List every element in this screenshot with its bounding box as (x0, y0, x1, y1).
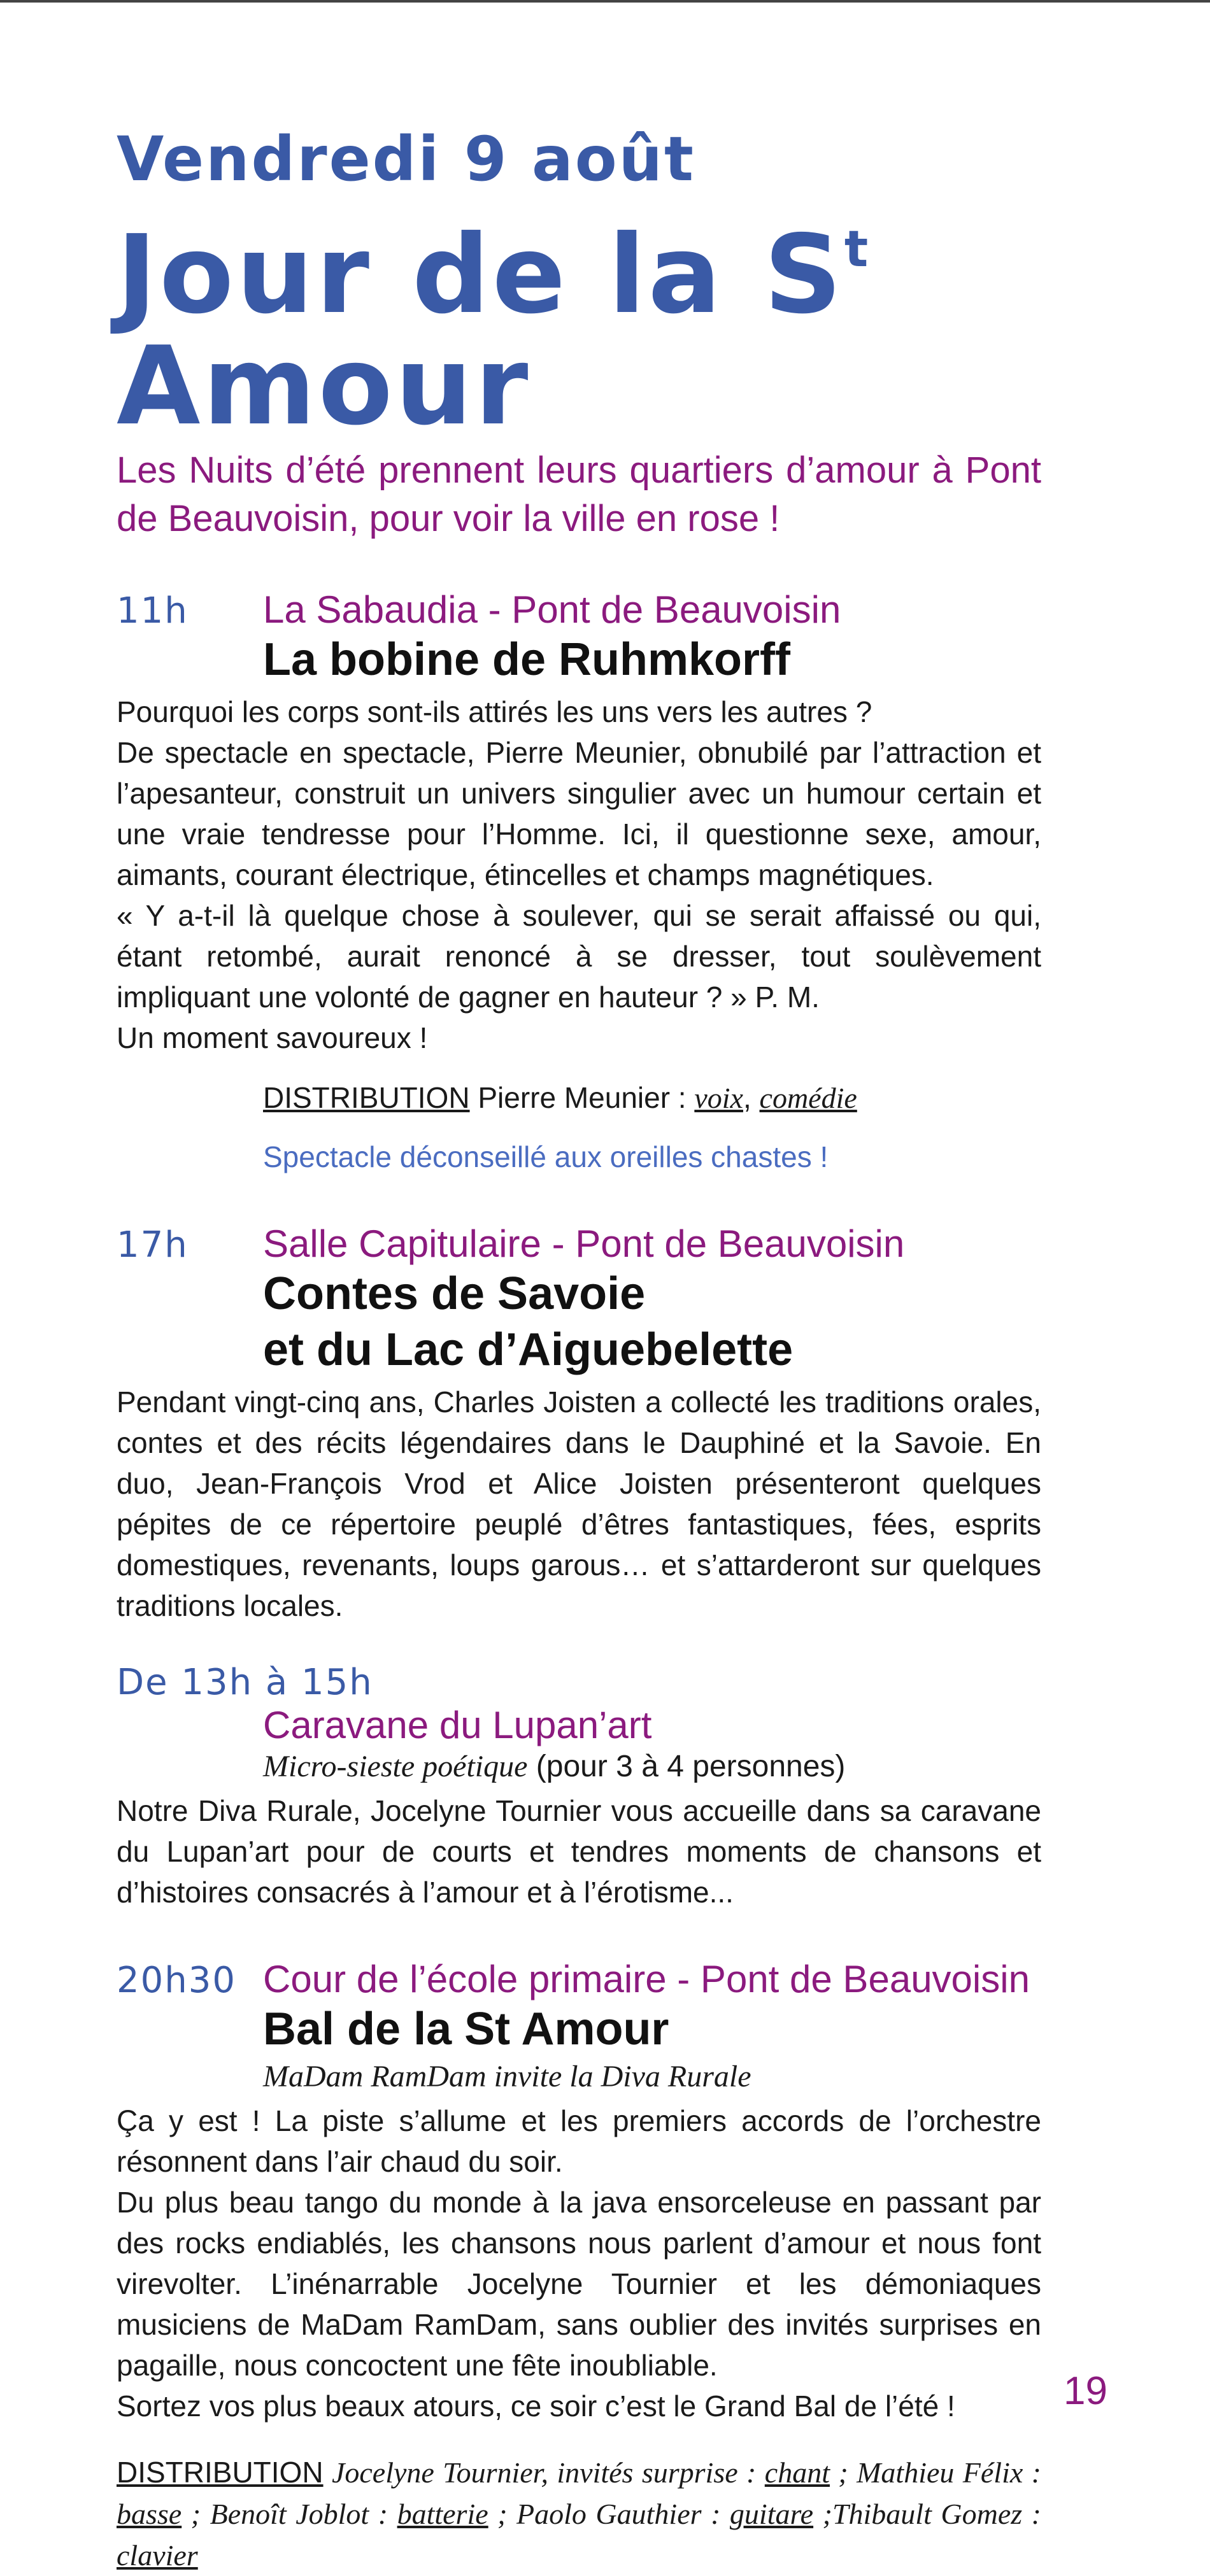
paragraph: « Y a-t-il là quelque chose à soulever, qui se serait affaissé ou qui, étant retombé, aurait renoncé à se dresser, tout soulèvement impliquant une volonté de gagner en hauteur ? » P. M. (117, 899, 1041, 1014)
event-header (117, 588, 1041, 632)
role: comédie (759, 1082, 857, 1114)
role: batterie (397, 2498, 488, 2530)
paragraph: Du plus beau tango du monde à la java ensorceleuse en passant par des rocks endiablés, les chansons nous parlent d’amour et nous font virevolter. L’inénarrable Jocelyne Tournier et les démoniaques musiciens de MaDam RamDam, sans oublier des invités surprises en pagaille, nous concoctent une fête inoubliable. (117, 2186, 1041, 2382)
role: clavier (117, 2539, 198, 2572)
page-number: 19 (1064, 2369, 1107, 2413)
credit: ; Benoît Joblot : (182, 2498, 397, 2530)
event-bal (117, 1957, 1041, 2576)
role: voix (694, 1082, 743, 1114)
distribution (117, 2452, 1041, 2576)
show-title: Bal de la St Amour (263, 2004, 669, 2055)
role: basse (117, 2498, 182, 2530)
event-description (117, 2100, 1041, 2426)
event-subtitle (117, 1747, 1041, 1787)
distribution-label: DISTRIBUTION (263, 1081, 470, 1114)
event-time: 20h30 (117, 1960, 237, 2001)
page-title (117, 194, 1041, 449)
paragraph: Notre Diva Rurale, Jocelyne Tournier vous accueille dans sa caravane du Lupan’art pour de courts et tendres moments de chansons et d’histoires consacrés à l’amour et à l’érotisme... (117, 1794, 1041, 1909)
title-sup: t (844, 221, 871, 278)
event-contes (117, 1222, 1041, 1626)
event-description (117, 691, 1041, 1058)
event-venue: Caravane du Lupan’art (263, 1704, 652, 1746)
credit: ; Mathieu Félix : (829, 2456, 1041, 2489)
subtitle-rest: (pour 3 à 4 personnes) (527, 1750, 846, 1783)
event-time: 17h (117, 1224, 189, 1266)
title-end: Amour (117, 323, 531, 449)
event-header (117, 1222, 1041, 1266)
distribution-name: Pierre Meunier : (478, 1081, 695, 1114)
role: guitare (729, 2498, 814, 2530)
event-subtitle: MaDam RamDam invite la Diva Rurale (263, 2060, 751, 2093)
event-caravane (117, 1662, 1041, 1913)
role: chant (764, 2456, 830, 2489)
event-date: Vendredi 9 août (117, 124, 695, 195)
event-description (117, 1790, 1041, 1913)
program-page (117, 124, 1041, 2576)
distribution-label: DISTRIBUTION (117, 2456, 324, 2489)
paragraph: Un moment savoureux ! (117, 1021, 428, 1054)
show-title-line1: Contes de Savoie (263, 1268, 646, 1319)
distribution (117, 1077, 1041, 1119)
credit: ; Paolo Gauthier : (488, 2498, 730, 2530)
event-venue: Salle Capitulaire - Pont de Beauvoisin (263, 1222, 905, 1265)
paragraph: Sortez vos plus beaux atours, ce soir c’est le Grand Bal de l’été ! (117, 2389, 955, 2423)
top-border (0, 0, 1210, 3)
credit: Jocelyne Tournier, invités surprise : (323, 2456, 765, 2489)
event-time: 11h (117, 590, 189, 632)
intro-text: Les Nuits d’été prennent leurs quartiers d’amour à Pont de Beauvoisin, pour voir la ville en rose ! (117, 449, 1041, 539)
separator: , (743, 1081, 760, 1114)
event-venue: Cour de l’école primaire - Pont de Beauvoisin (263, 1958, 1030, 2000)
credit: ;Thibault Gomez : (813, 2498, 1041, 2530)
show-title-line2: et du Lac d’Aiguebelette (263, 1324, 794, 1375)
paragraph: Pendant vingt-cinq ans, Charles Joisten a collecté les traditions orales, contes et des récits légendaires dans le Dauphiné et la Savoie. En duo, Jean-François Vrod et Alice Joisten présenteront quelques pépites de ce répertoire peuplé d’êtres fantastiques, fées, esprits domestiques, revenants, loups garous… et s’attarderont sur quelques traditions locales. (117, 1385, 1041, 1622)
event-time: De 13h à 15h (117, 1662, 373, 1703)
paragraph: Ça y est ! La piste s’allume et les premiers accords de l’orchestre résonnent dans l’air chaud du soir. (117, 2104, 1041, 2178)
event-description (117, 1382, 1041, 1626)
event-venue: La Sabaudia - Pont de Beauvoisin (263, 588, 841, 631)
title-main: Jour de la S (117, 212, 844, 338)
event-header (117, 1957, 1041, 2001)
paragraph: Pourquoi les corps sont-ils attirés les uns vers les autres ? (117, 695, 872, 728)
audience-warning: Spectacle déconseillé aux oreilles chastes ! (263, 1140, 829, 1173)
subtitle-italic: Micro-sieste poétique (263, 1750, 528, 1783)
show-title: La bobine de Ruhmkorff (263, 634, 790, 685)
event-ruhmkorff (117, 588, 1041, 1177)
paragraph: De spectacle en spectacle, Pierre Meunier, obnubilé par l’attraction et l’apesanteur, construit un univers singulier avec un humour certain et une vraie tendresse pour l’Homme. Ici, il questionne sexe, amour, aimants, courant électrique, étincelles et champs magnétiques. (117, 736, 1041, 891)
